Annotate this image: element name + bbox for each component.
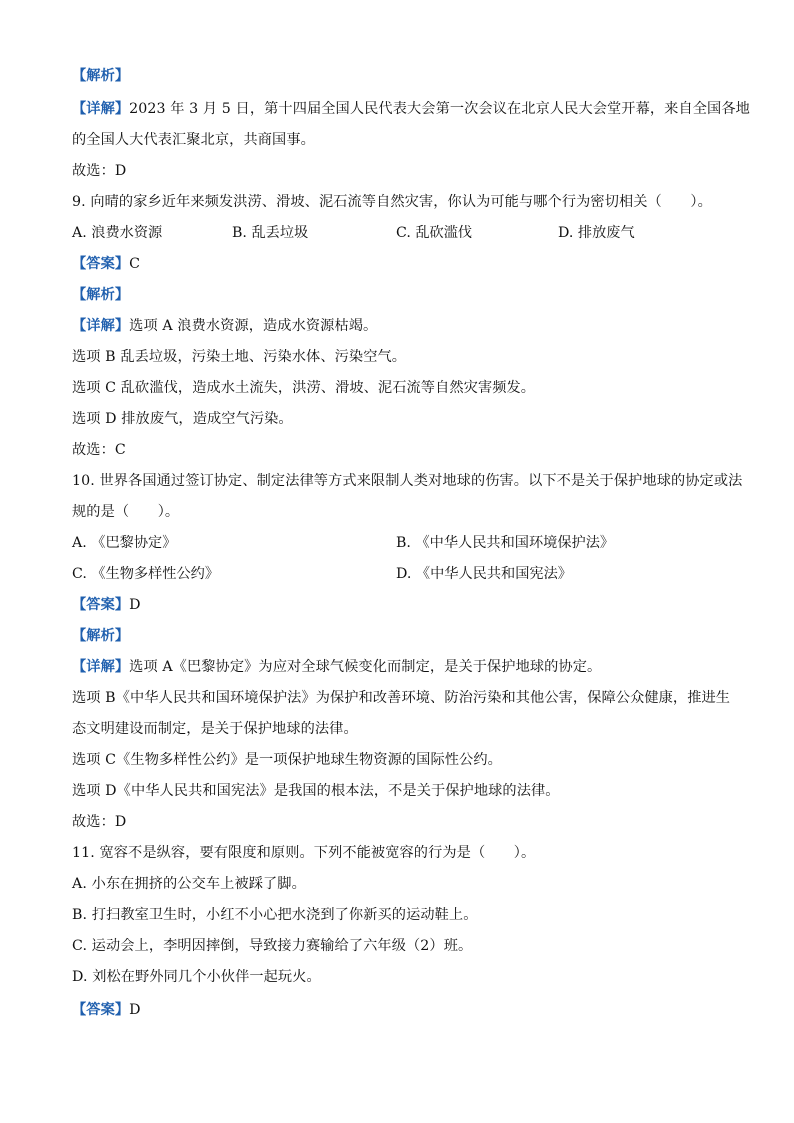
question-10-options-row1 (72, 534, 732, 552)
detail-line: 选项 D 排放废气，造成空气污染。 (72, 411, 293, 427)
detail-text: 选项 A 浪费水资源，造成水资源枯竭。 (129, 318, 378, 334)
question-10-options-row2 (72, 565, 732, 583)
option-b: B. 乱丢垃圾 (232, 225, 309, 241)
option-a: A. 浪费水资源 (72, 225, 163, 241)
detail-line (72, 658, 601, 676)
option-b: B. 打扫教室卫生时，小红不小心把水浇到了你新买的运动鞋上。 (72, 907, 478, 923)
analysis-heading (72, 286, 129, 304)
detail-tag: 【详解】 (72, 659, 130, 675)
detail-line: 选项 C 乱砍滥伐，造成水土流失，洪涝、滑坡、泥石流等自然灾害频发。 (72, 380, 536, 396)
answer-text: D (129, 1002, 141, 1018)
analysis-heading (72, 67, 129, 85)
detail-line: 选项 B 乱丢垃圾，污染土地、污染水体、污染空气。 (72, 349, 407, 365)
option-c: C. 运动会上，李明因摔倒，导致接力赛输给了六年级（2）班。 (72, 938, 473, 954)
option-a: A. 《巴黎协定》 (72, 535, 177, 551)
answer-line (72, 1001, 141, 1019)
question-11-stem: 11. 宽容不是纵容，要有限度和原则。下列不能被宽容的行为是（ ）。 (72, 845, 536, 861)
choice-line: 故选：D (72, 163, 127, 179)
option-d: D. 排放废气 (558, 225, 635, 241)
answer-tag: 【答案】 (72, 1002, 130, 1018)
analysis-tag: 【解析】 (72, 287, 130, 303)
option-c: C. 《生物多样性公约》 (72, 566, 220, 582)
answer-tag: 【答案】 (72, 597, 130, 613)
answer-text: C (129, 256, 141, 272)
detail-text: 2023 年 3 月 5 日，第十四届全国人民代表大会第一次会议在北京人民大会堂开幕，来自全国各地 (129, 101, 750, 117)
question-9-options (72, 224, 732, 242)
analysis-tag: 【解析】 (72, 628, 130, 644)
detail-tag: 【详解】 (72, 318, 130, 334)
choice-line: 故选：C (72, 442, 126, 458)
analysis-tag: 【解析】 (72, 68, 130, 84)
detail-line (72, 100, 750, 118)
answer-tag: 【答案】 (72, 256, 130, 272)
option-b: B. 《中华人民共和国环境保护法》 (396, 535, 615, 551)
option-d: D. 刘松在野外同几个小伙伴一起玩火。 (72, 969, 321, 985)
question-10-stem: 10. 世界各国通过签订协定、制定法律等方式来限制人类对地球的伤害。以下不是关于保护地球的协定或法 (72, 473, 743, 489)
detail-line: 选项 B《中华人民共和国环境保护法》为保护和改善环境、防治污染和其他公害，保障公众健康，推进生 (72, 690, 731, 706)
detail-line (72, 317, 377, 335)
detail-text: 选项 A《巴黎协定》为应对全球气候变化而制定，是关于保护地球的协定。 (129, 659, 602, 675)
question-10-stem-cont: 规的是（ ）。 (72, 504, 180, 520)
detail-line-cont: 态文明建设而制定，是关于保护地球的法律。 (72, 721, 358, 737)
detail-tag: 【详解】 (72, 101, 130, 117)
choice-line: 故选：D (72, 814, 127, 830)
analysis-heading (72, 627, 129, 645)
option-a: A. 小东在拥挤的公交车上被踩了脚。 (72, 876, 306, 892)
option-c: C. 乱砍滥伐 (396, 225, 473, 241)
question-9-stem: 9. 向晴的家乡近年来频发洪涝、滑坡、泥石流等自然灾害，你认为可能与哪个行为密切相关（ ）。 (72, 194, 712, 210)
detail-line: 选项 C《生物多样性公约》是一项保护地球生物资源的国际性公约。 (72, 752, 502, 768)
answer-line (72, 255, 140, 273)
answer-line (72, 596, 141, 614)
option-d: D. 《中华人民共和国宪法》 (396, 566, 572, 582)
detail-line: 选项 D《中华人民共和国宪法》是我国的根本法，不是关于保护地球的法律。 (72, 783, 560, 799)
answer-text: D (129, 597, 141, 613)
detail-line-cont: 的全国人大代表汇聚北京，共商国事。 (72, 132, 315, 148)
